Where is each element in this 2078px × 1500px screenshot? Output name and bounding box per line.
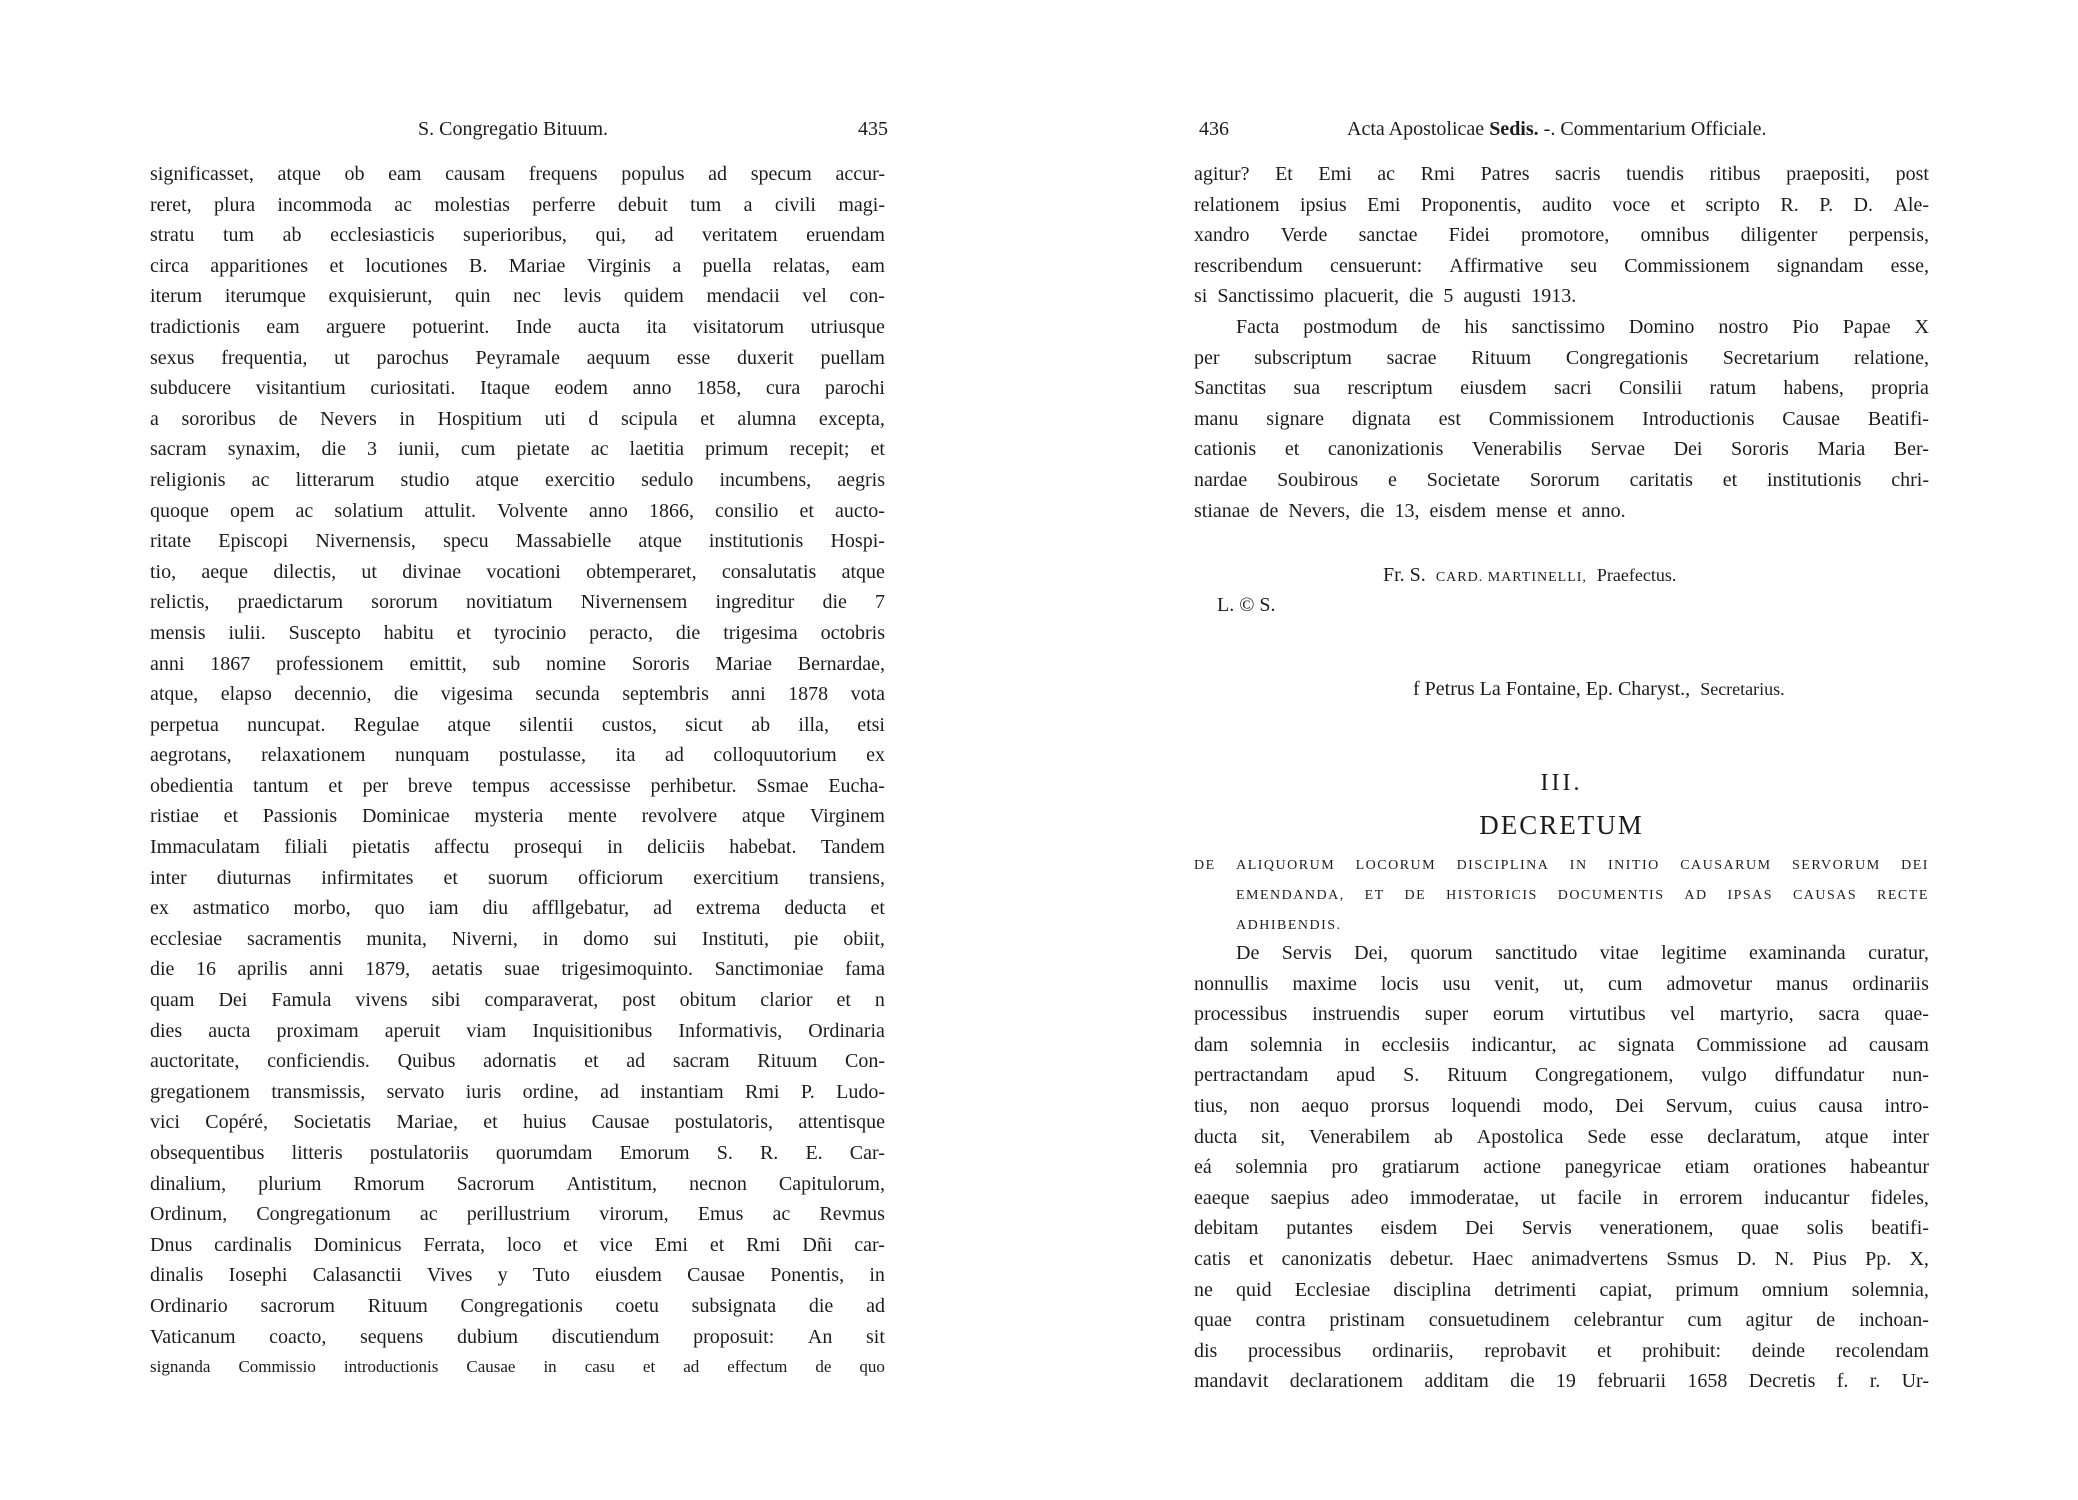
running-head-bold: Sedis. — [1489, 118, 1539, 140]
text-line: vici Copéré, Societatis Mariae, et huius Causae postulatoris, attentisque — [150, 1111, 885, 1134]
text-line: dinalis Iosephi Calasanctii Vives y Tuto eiusdem Causae Ponentis, in — [150, 1264, 885, 1287]
text-line: agitur? Et Emi ac Rmi Patres sacris tuendis ritibus praepositi, post — [1194, 163, 1929, 185]
text-line: perpetua nuncupat. Regulae atque silentii custos, sicut ab illa, etsi — [150, 713, 885, 736]
signature-name: CARD. MARTINELLI, — [1435, 570, 1587, 585]
text-line: ecclesiae sacramentis munita, Niverni, in domo sui Instituti, pie obiit, — [150, 927, 885, 950]
subtitle-line: ADHIBENDIS. — [1236, 918, 1342, 933]
text-line: signanda Commissio introductionis Causae in casu et ad effectum de quo — [150, 1357, 885, 1377]
text-line: Ordinario sacrorum Rituum Congregationis coetu subsignata die ad — [150, 1294, 885, 1317]
text-line: quoque opem ac solatium attulit. Volvente anno 1866, consilio et aucto- — [150, 499, 885, 522]
text-line: dam solemnia in ecclesiis indicantur, ac signata Commissione ad causam — [1194, 1033, 1929, 1056]
page-number: 435 — [858, 118, 888, 140]
text-line: tio, aeque dilectis, ut divinae vocationi obtemperaret, consalutatis atque — [150, 560, 885, 583]
text-line: nardae Soubirous e Societate Sororum caritatis et institutionis chri- — [1194, 468, 1929, 491]
text-line: Immaculatam filiali pietatis affectu prosequi in deliciis habebat. Tandem — [150, 836, 885, 859]
signature-name: f Petrus La Fontaine, Ep. Charyst., — [1413, 678, 1691, 700]
text-line: debitam putantes eisdem Dei Servis venerationem, quae solis beatifi- — [1194, 1217, 1929, 1240]
text-line: gregationem transmissis, servato iuris ordine, ad instantiam Rmi P. Ludo- — [150, 1080, 885, 1103]
text-line: quam Dei Famula vivens sibi comparaverat, post obitum clarior et n — [150, 989, 885, 1012]
right-page — [1039, 0, 2078, 1500]
text-line: Sanctitas sua rescriptum eiusdem sacri Consilii ratum habens, propria — [1194, 377, 1929, 400]
text-line: si Sanctissimo placuerit, die 5 augusti 1913. — [1194, 285, 1577, 308]
text-line: tius, non aequo prorsus loquendi modo, Dei Servum, cuius causa intro- — [1194, 1094, 1929, 1117]
text-line: eá solemnia pro gratiarum actione panegyricae etiam orationes habeantur — [1194, 1156, 1929, 1179]
text-line: iterum iterumque exquisierunt, quin nec levis quidem mendacii vel con- — [150, 285, 885, 308]
running-head-title — [1347, 114, 1767, 144]
text-line: religionis ac litterarum studio atque exercitio sedulo incumbens, aegris — [150, 468, 885, 491]
body-text — [150, 159, 885, 1383]
text-line: De Servis Dei, quorum sanctitudo vitae legitime examinanda curatur, — [1236, 942, 1929, 964]
text-line: manu signare dignata est Commissionem Introductionis Causae Beatifi- — [1194, 407, 1929, 430]
text-line: ne quid Ecclesiae disciplina detrimenti capiat, primum omnium solemnia, — [1194, 1278, 1929, 1301]
decree-body-text — [1194, 938, 1929, 1397]
signature-prefix: Fr. S. — [1383, 564, 1426, 586]
text-line: dinalium, plurium Rmorum Sacrorum Antistitum, necnon Capitulorum, — [150, 1172, 885, 1195]
text-line: ducta sit, Venerabilem ab Apostolica Sede esse declaratum, atque inter — [1194, 1125, 1929, 1148]
text-line: dis processibus ordinariis, reprobavit et prohibuit: deinde recolendam — [1194, 1339, 1929, 1362]
text-line: Dnus cardinalis Dominicus Ferrata, loco et vice Emi et Rmi Dñi car- — [150, 1233, 885, 1256]
running-head-title: S. Congregatio Bituum. — [418, 118, 608, 140]
text-line: mensis iulii. Suscepto habitu et tyrocinio peracto, die trigesima octobris — [150, 621, 885, 644]
section-number: III. — [1540, 770, 1583, 796]
text-line: tradictionis eam arguere potuerint. Inde aucta ita visitatorum utriusque — [150, 315, 885, 338]
text-line: relictis, praedictarum sororum novitiatum Nivernensem ingreditur die 7 — [150, 591, 885, 614]
text-line: significasset, atque ob eam causam frequens populus ad specum accur- — [150, 163, 885, 185]
running-head-text: -. Commentarium Officiale. — [1543, 118, 1767, 140]
text-line: per subscriptum sacrae Rituum Congregationis Secretarium relatione, — [1194, 346, 1929, 369]
text-line: stianae de Nevers, die 13, eisdem mense et anno. — [1194, 499, 1626, 522]
text-line: dies aucta proximam aperuit viam Inquisitionibus Informativis, Ordinaria — [150, 1019, 885, 1042]
seal-mark: L. © S. — [1217, 594, 1276, 616]
text-line: aegrotans, relaxationem nunquam postulasse, ita ad colloquutorium ex — [150, 744, 885, 767]
text-line: obedientia tantum et per breve tempus accessisse perhibetur. Ssmae Eucha- — [150, 774, 885, 797]
signature-title: Secretarius. — [1700, 679, 1785, 699]
text-line: pertractandam apud S. Rituum Congregationem, vulgo diffundatur nun- — [1194, 1064, 1929, 1087]
text-line: rescribendum censuerunt: Affirmative seu Commissionem signandam esse, — [1194, 254, 1929, 277]
subtitle-line: DE ALIQUORUM LOCORUM DISCIPLINA IN INITIO CAUSARUM SERVORUM DEI — [1194, 858, 1929, 873]
text-line: subducere visitantium curiositati. Itaque eodem anno 1858, cura parochi — [150, 377, 885, 400]
text-line: anni 1867 professionem emittit, sub nomine Sororis Mariae Bernardae, — [150, 652, 885, 675]
text-line: stratu tum ab ecclesiasticis superioribus, qui, ad veritatem eruendam — [150, 224, 885, 247]
section-title: DECRETUM — [1479, 810, 1644, 840]
text-line: eaeque saepius adeo immoderatae, ut facile in errorem inducantur fideles, — [1194, 1186, 1929, 1209]
text-line: processibus instruendis super eorum virtutibus vel martyrio, sacra quae- — [1194, 1003, 1929, 1026]
text-line: a sororibus de Nevers in Hospitium uti d scipula et alumna excepta, — [150, 407, 885, 430]
text-line: catis et canonizatis debetur. Haec animadvertens Ssmus D. N. Pius Pp. X, — [1194, 1247, 1929, 1270]
text-line: xandro Verde sanctae Fidei promotore, omnibus diligenter perpensis, — [1194, 224, 1929, 247]
decree-conclusion-text — [1194, 159, 1929, 526]
signature-secretary — [1413, 678, 1785, 701]
text-line: relationem ipsius Emi Proponentis, audito voce et scripto R. P. D. Ale- — [1194, 193, 1929, 216]
decree-subtitle — [1194, 851, 1929, 941]
running-head-text: Acta Apostolicae — [1347, 118, 1485, 140]
text-line: ristiae et Passionis Dominicae mysteria mente revolvere atque Virginem — [150, 805, 885, 828]
text-line: nonnullis maxime locis usu venit, ut, cum admovetur manus ordinariis — [1194, 972, 1929, 995]
signature-title: Praefectus. — [1596, 565, 1677, 585]
subtitle-line: EMENDANDA, ET DE HISTORICIS DOCUMENTIS AD IPSAS CAUSAS RECTE — [1236, 888, 1929, 903]
text-line: cationis et canonizationis Venerabilis Servae Dei Sororis Maria Ber- — [1194, 438, 1929, 461]
text-line: sexus frequentia, ut parochus Peyramale aequum esse duxerit puellam — [150, 346, 885, 369]
text-line: circa apparitiones et locutiones B. Mariae Virginis a puella relatas, eam — [150, 254, 885, 277]
text-line: ritate Episcopi Nivernensis, specu Massabielle atque institutionis Hospi- — [150, 530, 885, 553]
page-number: 436 — [1199, 118, 1229, 140]
text-line: reret, plura incommoda ac molestias perferre debuit tum a civili magi- — [150, 193, 885, 216]
text-line: sacram synaxim, die 3 iunii, cum pietate ac laetitia primum recepit; et — [150, 438, 885, 461]
text-line: Facta postmodum de his sanctissimo Domino nostro Pio Papae X — [1236, 315, 1929, 338]
signature-prefect — [1383, 564, 1676, 587]
text-line: inter diuturnas infirmitates et suorum officiorum exercitium transiens, — [150, 866, 885, 889]
text-line: obsequentibus litteris postulatoriis quorumdam Emorum S. R. E. Car- — [150, 1142, 885, 1164]
text-line: mandavit declarationem additam die 19 februarii 1658 Decretis f. r. Ur- — [1194, 1370, 1929, 1393]
text-line: Ordinum, Congregationum ac perillustrium virorum, Emus ac Revmus — [150, 1203, 885, 1226]
text-line: auctoritate, conficiendis. Quibus adornatis et ad sacram Rituum Con- — [150, 1050, 885, 1073]
text-line: die 16 aprilis anni 1879, aetatis suae trigesimoquinto. Sanctimoniae fama — [150, 958, 885, 981]
text-line: atque, elapso decennio, die vigesima secunda septembris anni 1878 vota — [150, 683, 885, 706]
text-line: Vaticanum coacto, sequens dubium discutiendum proposuit: An sit — [150, 1325, 885, 1348]
text-line: ex astmatico morbo, quo iam diu affllgebatur, ad extrema deducta et — [150, 897, 885, 920]
text-line: quae contra pristinam consuetudinem celebrantur cum agitur de inchoan- — [1194, 1309, 1929, 1332]
